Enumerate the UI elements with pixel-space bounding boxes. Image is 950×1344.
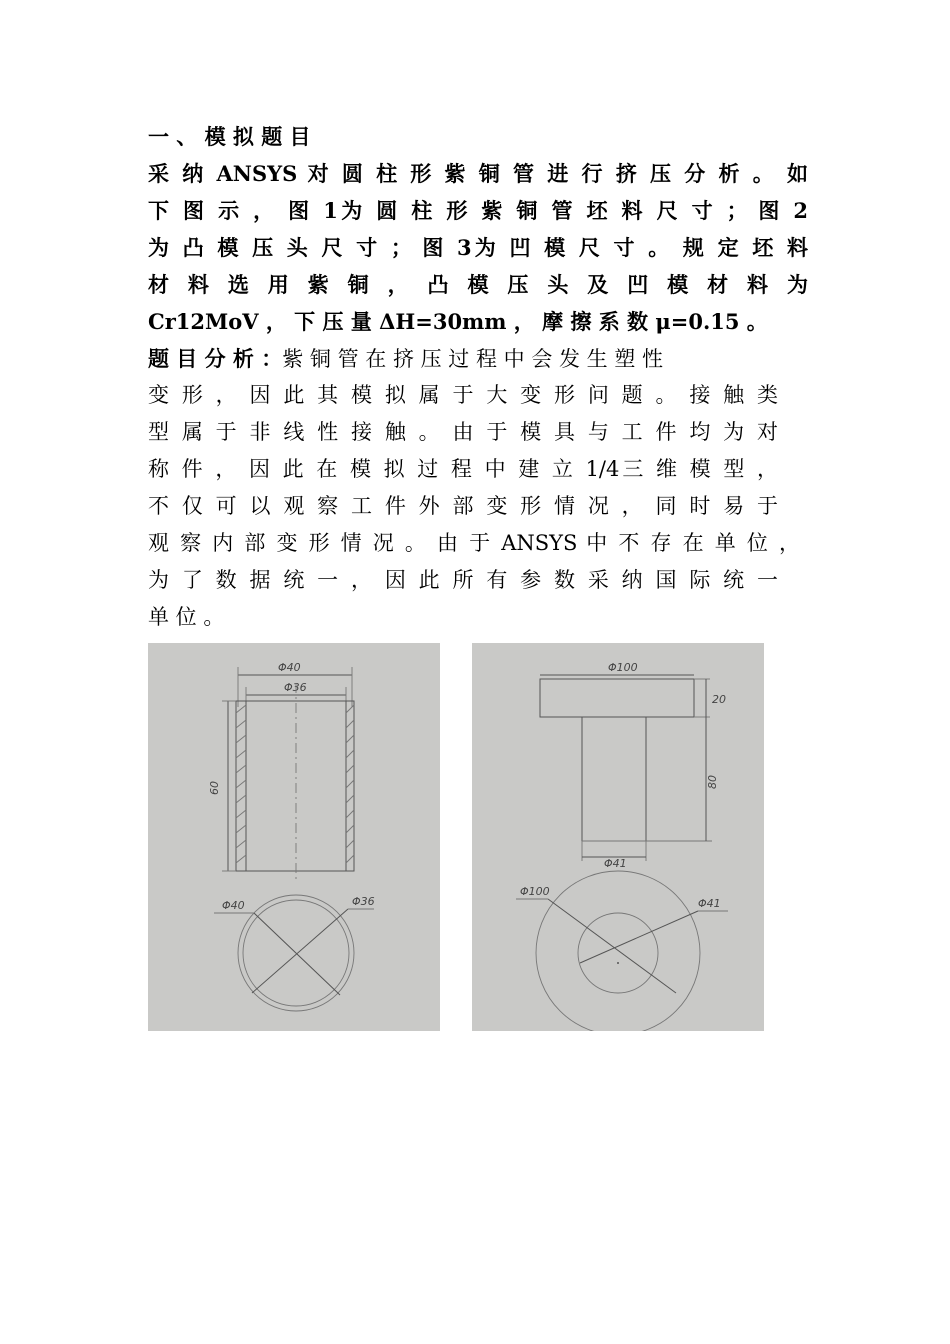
inner-dia-label: Φ36 xyxy=(284,681,307,694)
analysis-label: 题 目 分 析 ： xyxy=(148,346,283,371)
analysis-line-4: 称 件 ， 因 此 在 模 拟 过 程 中 建 立 1/4三 维 模 型 ， xyxy=(148,457,778,481)
text-block xyxy=(148,118,808,636)
problem-line-5: Cr12MoV ， 下 压 量 ΔH=30mm ， 摩 擦 系 数 μ=0.15 。 xyxy=(148,309,768,334)
problem-line-4: 材 料 选 用 紫 铜 ， 凸 模 压 头 及 凹 模 材 料 为 xyxy=(148,272,808,297)
height-label: 60 xyxy=(208,781,221,795)
section-heading: 一 、 模 拟 题 目 xyxy=(148,124,311,149)
figure-punch-sketch xyxy=(472,643,764,1031)
analysis-line-7: 为 了 数 据 统 一 ， 因 此 所 有 参 数 采 纳 国 际 统 一 xyxy=(148,568,778,592)
shank-dia-label: Φ41 xyxy=(604,857,627,870)
analysis-line-3: 型 属 于 非 线 性 接 触 。 由 于 模 具 与 工 件 均 为 对 xyxy=(148,420,778,444)
figure-tube-blank-sketch xyxy=(148,643,440,1031)
problem-line-3: 为 凸 模 压 头 尺 寸 ； 图 3为 凹 模 尺 寸 。 规 定 坯 料 xyxy=(148,235,808,260)
head-dia-label: Φ100 xyxy=(608,661,638,674)
outer-dia-label: Φ40 xyxy=(278,661,301,674)
tube-blank-drawing xyxy=(148,643,440,1031)
analysis-line-5: 不 仅 可 以 观 察 工 件 外 部 变 形 情 况 ， 同 时 易 于 xyxy=(148,494,778,518)
shank-length-label: 80 xyxy=(706,775,719,789)
analysis-line-6: 观 察 内 部 变 形 情 况 。 由 于 ANSYS 中 不 存 在 单 位 ， xyxy=(148,531,800,555)
problem-line-1: 采 纳 ANSYS 对 圆 柱 形 紫 铜 管 进 行 挤 压 分 析 。 如 xyxy=(148,161,808,186)
problem-line-2: 下 图 示 ， 图 1为 圆 柱 形 紫 铜 管 坯 料 尺 寸 ； 图 2 xyxy=(148,198,808,223)
circle-inner-label: Φ36 xyxy=(352,895,375,908)
analysis-line-8: 单 位 。 xyxy=(148,605,225,629)
punch-drawing xyxy=(472,643,764,1031)
analysis-first-line xyxy=(148,340,778,377)
circle-outer-label: Φ100 xyxy=(520,885,550,898)
circle-inner-label: Φ41 xyxy=(698,897,721,910)
circle-outer-label: Φ40 xyxy=(222,899,245,912)
analysis-first-text: 紫 铜 管 在 挤 压 过 程 中 会 发 生 塑 性 xyxy=(282,347,664,371)
analysis-line-2: 变 形 ， 因 此 其 模 拟 属 于 大 变 形 问 题 。 接 触 类 xyxy=(148,383,778,407)
head-thickness-label: 20 xyxy=(712,693,726,706)
